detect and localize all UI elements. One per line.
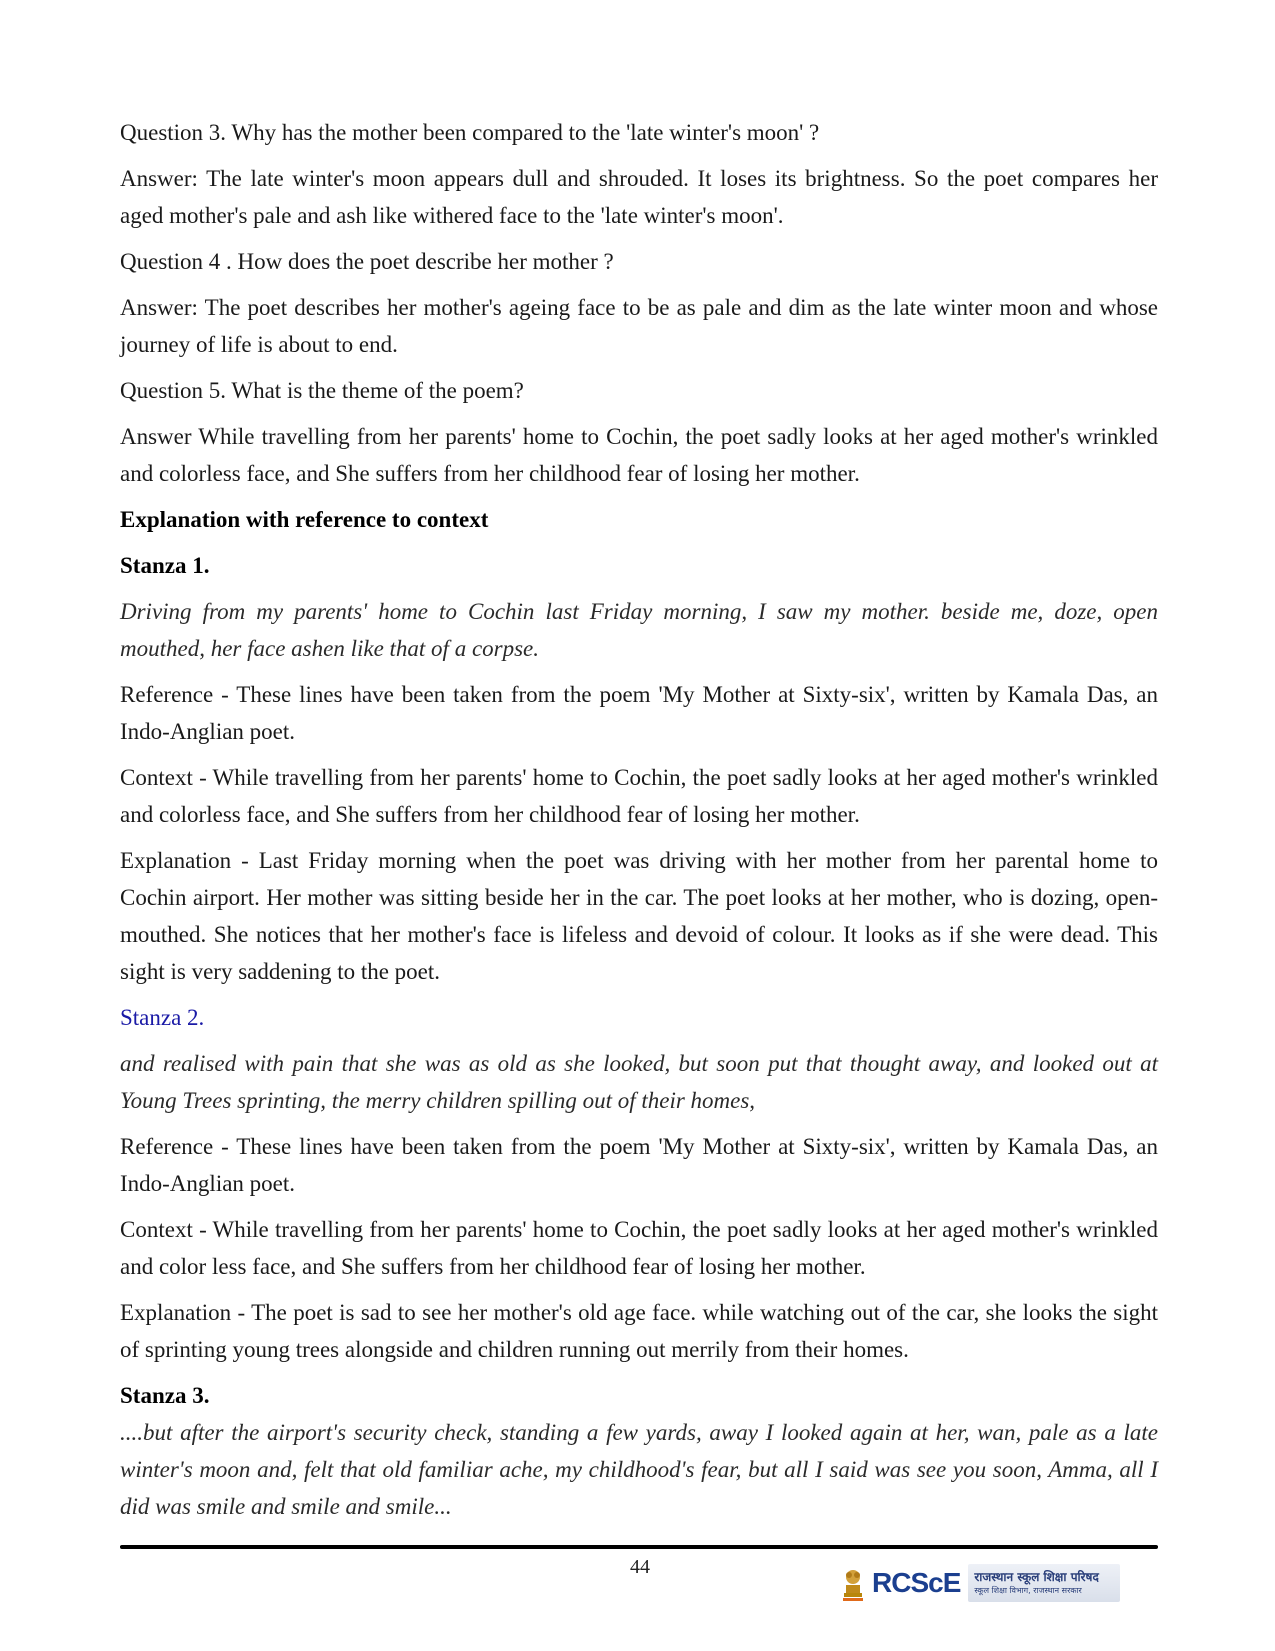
question-4: Question 4 . How does the poet describe her mother ? xyxy=(120,249,614,274)
answer-3: Answer: The late winter's moon appears dull and shrouded. It loses its brightness. So the poet compares her aged mother's pale and ash like withered face to the 'late winter's moon'. xyxy=(120,166,1158,228)
logo-hindi-banner xyxy=(968,1564,1120,1602)
question-3: Question 3. Why has the mother been compared to the 'late winter's moon' ? xyxy=(120,120,820,145)
answer-5: Answer While travelling from her parents' home to Cochin, the poet sadly looks at her aged mother's wrinkled and colorless face, and She suffers from her childhood fear of losing her mother. xyxy=(120,424,1158,486)
stanza-3-verse: ....but after the airport's security check, standing a few yards, away I looked again at her, wan, pale as a late winter's moon and, felt that old familiar ache, my childhood's fear, but all I said was see you soon, Amma, all I did was smile and smile and smile... xyxy=(120,1420,1158,1519)
stanza-1-verse: Driving from my parents' home to Cochin last Friday morning, I saw my mother. beside me, doze, open mouthed, her face ashen like that of a corpse. xyxy=(120,599,1158,661)
question-5: Question 5. What is the theme of the poem? xyxy=(120,378,524,403)
stanza-3-heading: Stanza 3. xyxy=(120,1383,210,1408)
footer-divider xyxy=(120,1545,1158,1549)
answer-4: Answer: The poet describes her mother's ageing face to be as pale and dim as the late winter moon and whose journey of life is about to end. xyxy=(120,295,1158,357)
stanza-2-heading: Stanza 2. xyxy=(120,1005,205,1030)
stanza-1-heading: Stanza 1. xyxy=(120,553,210,578)
stanza-1-context: Context - While travelling from her parents' home to Cochin, the poet sadly looks at her aged mother's wrinkled and colorless face, and She suffers from her childhood fear of losing her mother. xyxy=(120,765,1158,827)
stanza-1-explanation: Explanation - Last Friday morning when the poet was driving with her mother from her parental home to Cochin airport. Her mother was sitting beside her in the car. The poet looks at her mother, who is dozing, open-mouthed. She notices that her mother's face is lifeless and devoid of colour. It looks as if she were dead. This sight is very saddening to the poet. xyxy=(120,848,1158,984)
stanza-2-context: Context - While travelling from her parents' home to Cochin, the poet sadly looks at her aged mother's wrinkled and color less face, and She suffers from her childhood fear of losing her mother. xyxy=(120,1217,1158,1279)
logo-text: RCScE xyxy=(872,1567,961,1598)
stanza-2-verse: and realised with pain that she was as old as she looked, but soon put that thought away, and looked out at Young Trees sprinting, the merry children spilling out of their homes, xyxy=(120,1051,1158,1113)
stanza-1-reference: Reference - These lines have been taken from the poem 'My Mother at Sixty-six', written by Kamala Das, an Indo-Anglian poet. xyxy=(120,682,1158,744)
logo-hindi-line-2: स्कूल शिक्षा विभाग, राजस्थान सरकार xyxy=(974,1586,1082,1595)
ashoka-emblem-icon xyxy=(840,1563,866,1603)
stanza-2-reference: Reference - These lines have been taken from the poem 'My Mother at Sixty-six', written by Kamala Das, an Indo-Anglian poet. xyxy=(120,1134,1158,1196)
page-content xyxy=(120,114,1158,1534)
section-heading: Explanation with reference to context xyxy=(120,507,489,532)
logo-hindi-line-1: राजस्थान स्कूल शिक्षा परिषद xyxy=(974,1570,1099,1584)
stanza-2-explanation: Explanation - The poet is sad to see her mother's old age face. while watching out of the car, she looks the sight of sprinting young trees alongside and children running out merrily from their homes. xyxy=(120,1300,1158,1362)
rcsce-logo xyxy=(840,1560,1120,1606)
page-number: 44 xyxy=(630,1556,650,1578)
